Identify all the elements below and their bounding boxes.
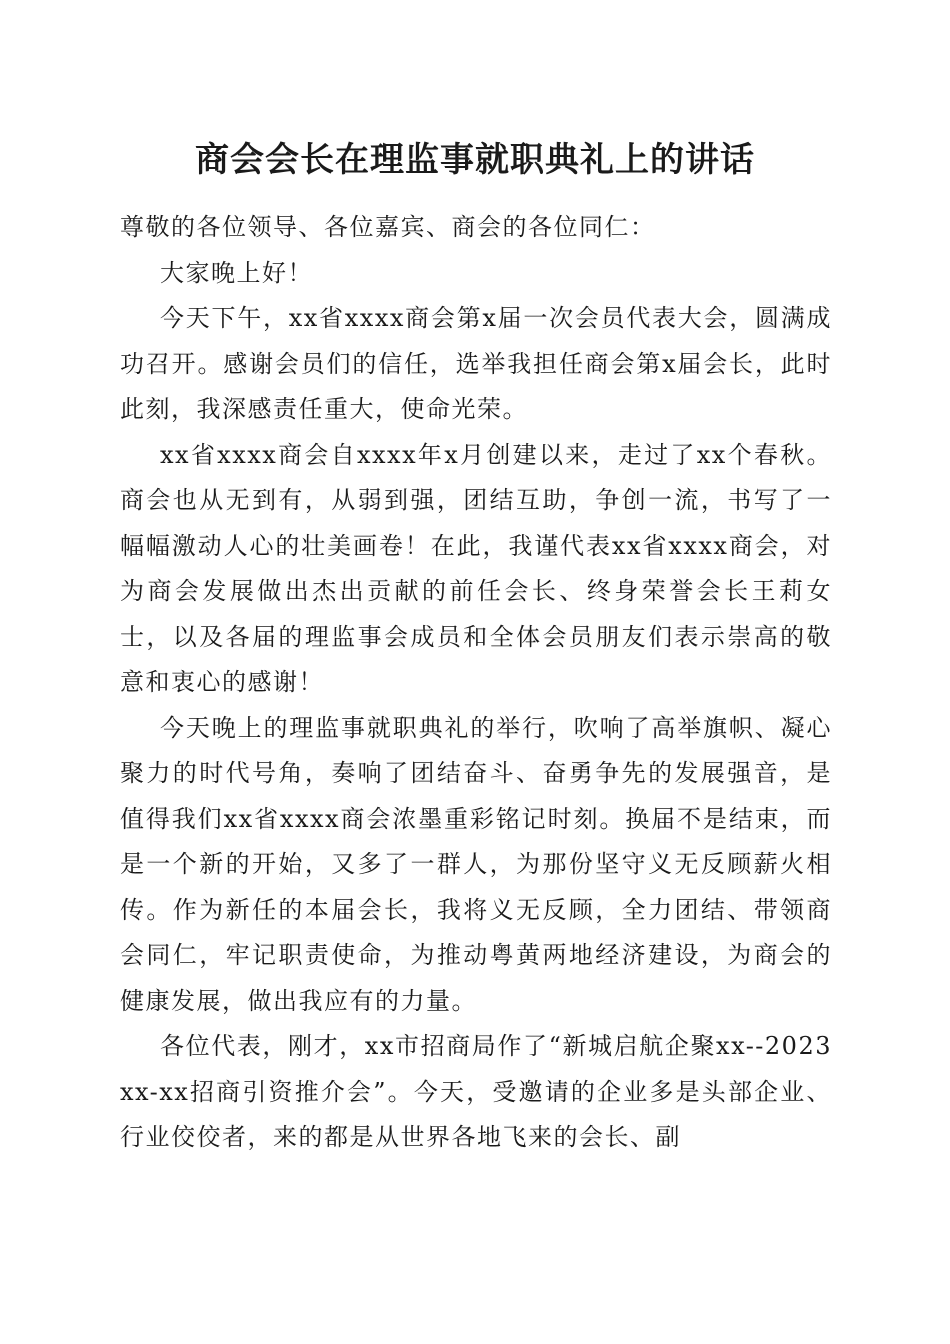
paragraph: 今天晚上的理监事就职典礼的举行，吹响了高举旗帜、凝心聚力的时代号角，奏响了团结奋斗、奋勇争先的发展强音，是值得我们xx省xxxx商会浓墨重彩铭记时刻。换届不是结束，而是一个新的开始，又多了一群人，为那份坚守义无反顾薪火相传。作为新任的本届会长，我将义无反顾，全力团结、带领商会同仁，牢记职责使命，为推动粤黄两地经济建设，为商会的健康发展，做出我应有的力量。 — [120, 713, 832, 1015]
paragraph-greeting: 大家晚上好！ — [160, 258, 313, 287]
paragraph: 各位代表，刚才，xx市招商局作了“新城启航企聚xx--2023xx-xx招商引资推介会”。今天，受邀请的企业多是头部企业、行业佼佼者，来的都是从世界各地飞来的会长、副 — [120, 1032, 832, 1151]
paragraph: 今天下午，xx省xxxx商会第x届一次会员代表大会，圆满成功召开。感谢会员们的信任，选举我担任商会第x届会长，此时此刻，我深感责任重大，使命光荣。 — [120, 304, 832, 423]
paragraph: xx省xxxx商会自xxxx年x月创建以来，走过了xx个春秋。商会也从无到有，从弱到强，团结互助，争创一流，书写了一幅幅激动人心的壮美画卷！在此，我谨代表xx省xxxx商会，对为商会发展做出杰出贡献的前任会长、终身荣誉会长王莉女士，以及各届的理监事会成员和全体会员朋友们表示崇高的敬意和衷心的感谢！ — [120, 440, 832, 696]
document-body — [120, 205, 832, 1161]
salutation: 尊敬的各位领导、各位嘉宾、商会的各位同仁： — [120, 213, 656, 241]
document-title: 商会会长在理监事就职典礼上的讲话 — [195, 140, 755, 180]
